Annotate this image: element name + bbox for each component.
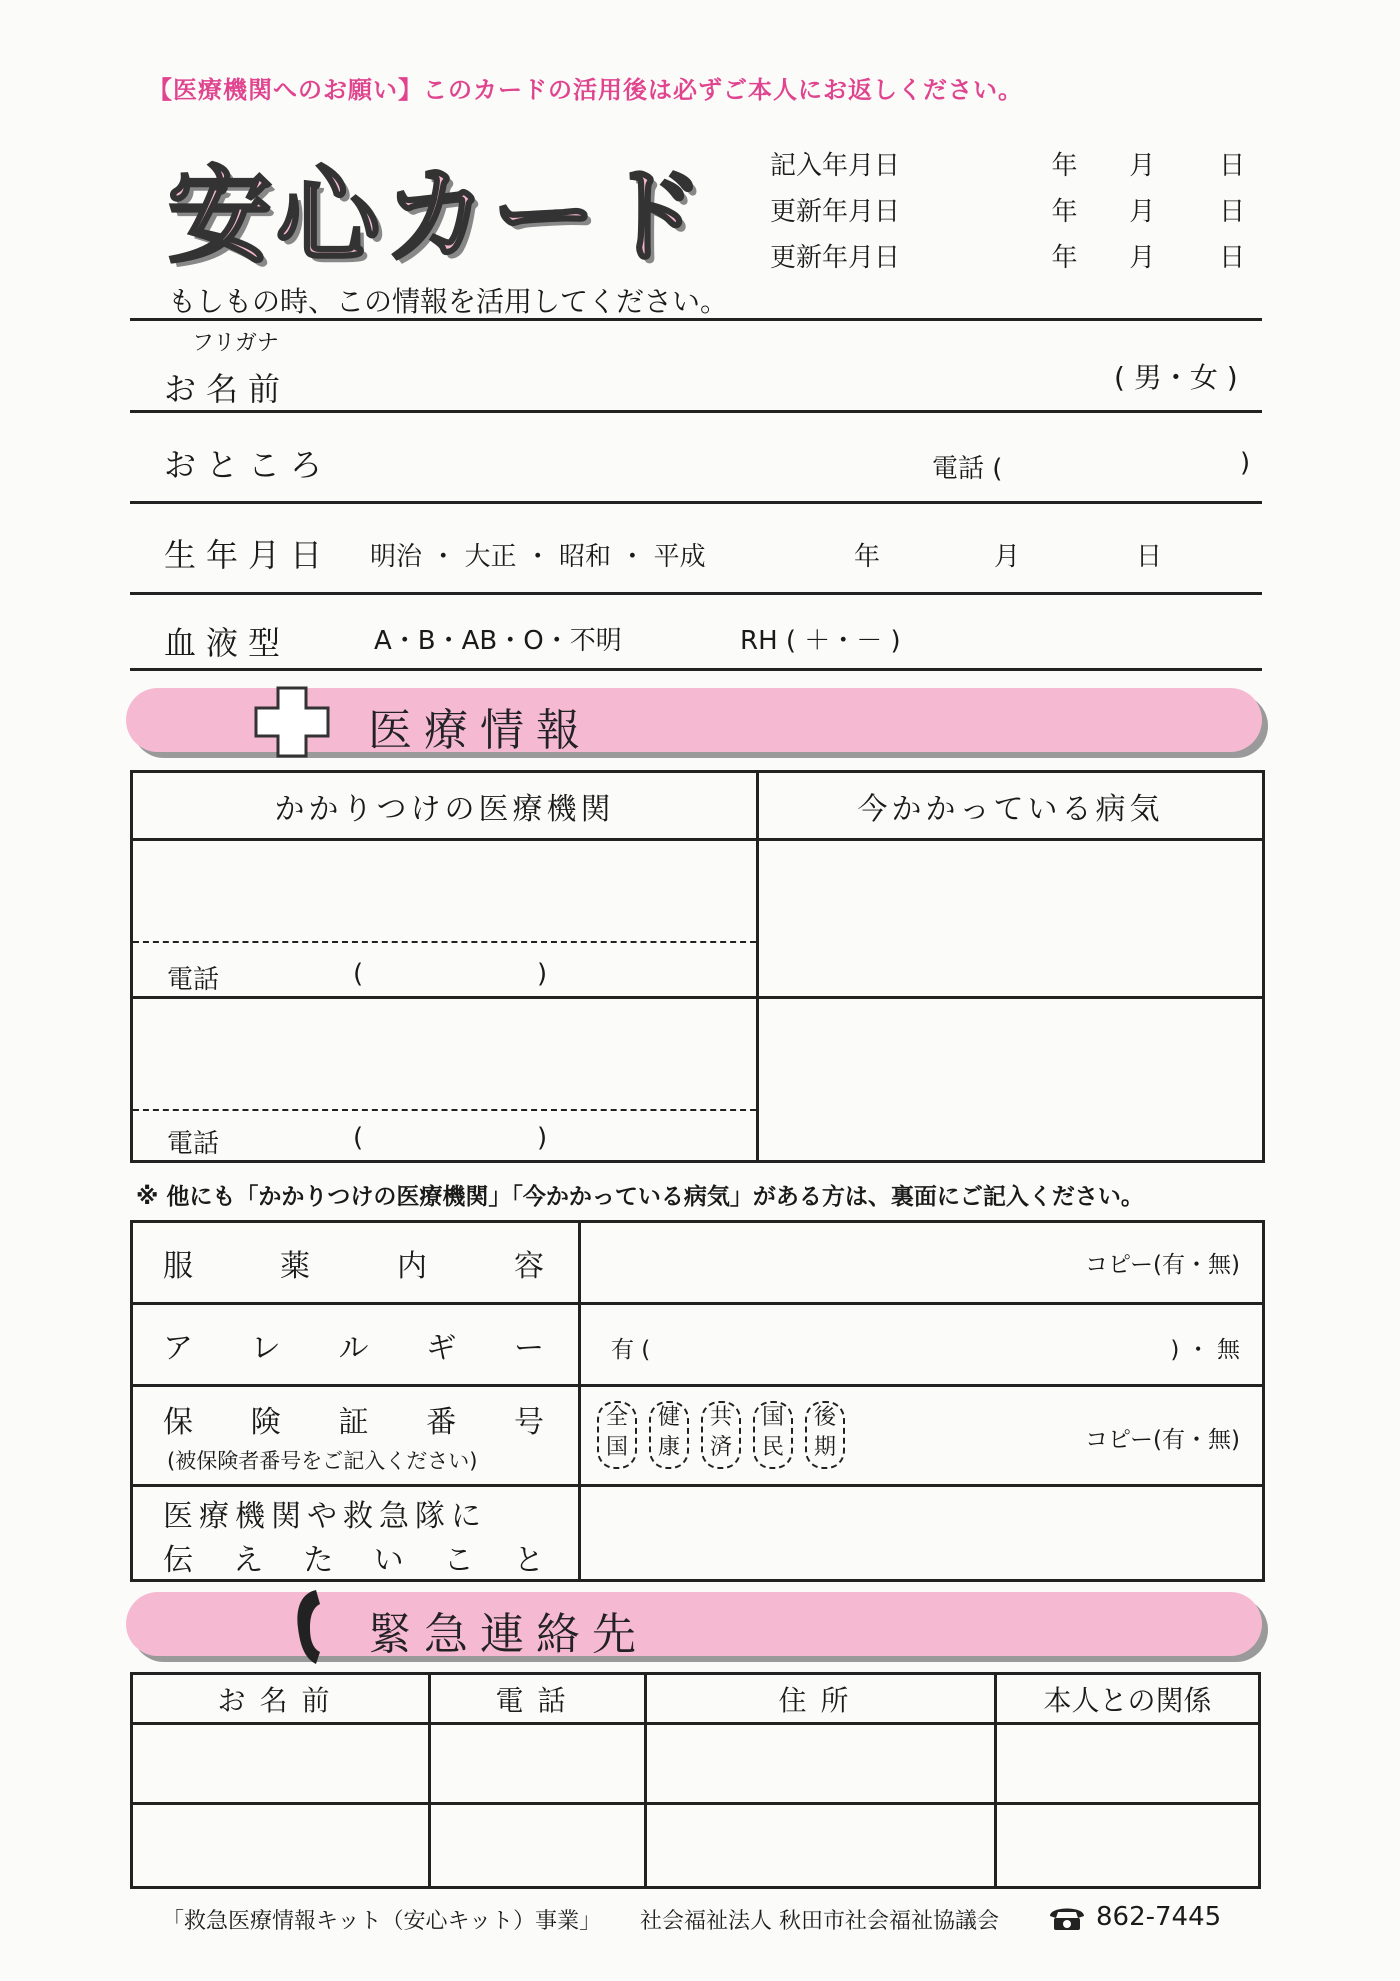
- illness-cell-1[interactable]: [758, 840, 1264, 998]
- medication-char: 内: [397, 1248, 427, 1284]
- clinic-phone-close: ): [537, 959, 548, 989]
- card-title: 安心カード: [168, 155, 709, 277]
- insurance-type-char: 国: [761, 1405, 784, 1430]
- contact-2-phone[interactable]: [430, 1804, 646, 1888]
- birth-month-unit: 月: [994, 542, 1021, 572]
- contact-1-phone[interactable]: [430, 1724, 646, 1804]
- insurance-type-char: 済: [709, 1435, 732, 1460]
- era-select[interactable]: 明治 ・ 大正 ・ 昭和 ・ 平成: [370, 542, 706, 572]
- date-row-entry[interactable]: [770, 140, 1262, 186]
- divider: [130, 410, 1262, 413]
- col-header-illness-text: 今かかっている病気: [857, 791, 1164, 827]
- insurance-type-char: 国: [605, 1435, 628, 1460]
- divider: [130, 501, 1262, 504]
- emergency-contact-title: 緊急連絡先: [368, 1609, 648, 1660]
- insurance-type-char: 民: [761, 1435, 784, 1460]
- birthdate-label: 生年月日: [164, 536, 333, 574]
- blood-type-label: 血液型: [164, 624, 291, 662]
- rh-select[interactable]: RH ( ＋・－ ): [740, 626, 901, 656]
- day-unit: 日: [1219, 242, 1246, 273]
- date-row-update-2[interactable]: [770, 232, 1262, 278]
- blood-type-select[interactable]: A・B・AB・O・不明: [374, 626, 622, 656]
- allergy-char: ル: [338, 1330, 369, 1366]
- clinic-phone-label: 電話: [167, 965, 220, 995]
- medication-char: 容: [514, 1248, 544, 1284]
- header-name: お名前: [132, 1674, 430, 1724]
- furigana-label: フリガナ: [192, 331, 279, 356]
- clinic-phone-label: 電話: [167, 1129, 220, 1159]
- date-row-update-1[interactable]: [770, 186, 1262, 232]
- details-table: [130, 1220, 1265, 1582]
- message-label-cell: [132, 1486, 580, 1581]
- date-label: 更新年月日: [770, 242, 901, 273]
- address-phone-close: ): [1240, 448, 1251, 478]
- clinic-phone-close: ): [537, 1123, 548, 1153]
- allergy-field[interactable]: [580, 1304, 1264, 1386]
- medical-info-title: 医療情報: [368, 705, 592, 756]
- insurance-type-kokumin[interactable]: [753, 1401, 793, 1469]
- header-phone: 電話: [430, 1674, 646, 1724]
- back-side-note: ※ 他にも「かかりつけの医療機関」「今かかっている病気」がある方は、裏面にご記入ください。: [136, 1184, 1144, 1210]
- medication-field[interactable]: [580, 1222, 1264, 1304]
- phone-handset-icon: [290, 1584, 324, 1670]
- col-header-illness: [758, 772, 1264, 840]
- address-label: おところ: [164, 446, 333, 484]
- insurance-char: 番: [426, 1405, 457, 1440]
- birth-day-unit: 日: [1136, 542, 1163, 572]
- request-note: 【医療機関へのお願い】このカードの活用後は必ずご本人にお返しください。: [148, 76, 1023, 104]
- clinic-phone-open: (: [353, 959, 364, 989]
- insurance-type-char: 康: [657, 1435, 680, 1460]
- allergy-no-option[interactable]: ) ・ 無: [1170, 1337, 1240, 1363]
- insurance-type-char: 健: [657, 1405, 680, 1430]
- contact-2-address[interactable]: [646, 1804, 996, 1888]
- insurance-char: 号: [514, 1405, 544, 1440]
- name-field[interactable]: [340, 350, 1100, 410]
- insurance-type-char: 期: [813, 1435, 836, 1460]
- contact-2-name[interactable]: [132, 1804, 430, 1888]
- insurance-type-kyosai[interactable]: [701, 1401, 741, 1469]
- date-block: [770, 140, 1262, 278]
- address-field[interactable]: [340, 430, 900, 490]
- insurance-char: 証: [338, 1405, 369, 1440]
- insurance-label: [163, 1397, 544, 1441]
- insurance-char: 険: [250, 1405, 281, 1440]
- year-unit: 年: [1051, 242, 1078, 273]
- month-unit: 月: [1129, 242, 1156, 273]
- date-label: 記入年月日: [770, 150, 901, 181]
- month-unit: 月: [1129, 150, 1156, 181]
- message-char: た: [303, 1543, 334, 1578]
- day-unit: 日: [1219, 150, 1246, 181]
- illness-cell-2[interactable]: [758, 998, 1264, 1162]
- divider: [130, 318, 1262, 321]
- allergy-label: [163, 1323, 544, 1367]
- card-subtitle: もしもの時、この情報を活用してください。: [168, 285, 729, 318]
- insurance-field[interactable]: [580, 1386, 1264, 1486]
- month-unit: 月: [1129, 196, 1156, 227]
- medication-char: 薬: [280, 1248, 310, 1284]
- contact-1-relation[interactable]: [996, 1724, 1260, 1804]
- message-char: こ: [443, 1543, 474, 1578]
- year-unit: 年: [1051, 150, 1078, 181]
- message-label-line2: [163, 1535, 544, 1579]
- insurance-copy-select[interactable]: コピー(有・無): [1084, 1427, 1240, 1453]
- day-unit: 日: [1219, 196, 1246, 227]
- contact-1-address[interactable]: [646, 1724, 996, 1804]
- divider: [130, 592, 1262, 595]
- allergy-char: ア: [163, 1330, 193, 1366]
- footer-organization: 社会福祉法人 秋田市社会福祉協議会: [640, 1909, 999, 1934]
- footer-telephone: 862-7445: [1096, 1902, 1222, 1932]
- dashed-divider: [133, 941, 756, 943]
- insurance-type-char: 後: [813, 1405, 836, 1430]
- medical-cross-icon: [252, 684, 332, 760]
- message-char: 伝: [163, 1543, 193, 1578]
- contact-2-relation[interactable]: [996, 1804, 1260, 1888]
- allergy-char: レ: [250, 1330, 281, 1366]
- insurance-type-char: 共: [709, 1405, 732, 1430]
- insurance-char: 保: [163, 1405, 193, 1440]
- allergy-yes-option[interactable]: 有 (: [611, 1337, 651, 1363]
- dashed-divider: [133, 1109, 756, 1111]
- clinic-cell-1[interactable]: [132, 840, 758, 998]
- col-header-clinic-text: かかりつけの医療機関: [274, 791, 615, 827]
- message-char: い: [373, 1543, 404, 1578]
- clinic-phone-open: (: [353, 1123, 364, 1153]
- gender-select[interactable]: ( 男・女 ): [1114, 361, 1238, 394]
- medication-char: 服: [163, 1248, 193, 1284]
- allergy-char: ギ: [426, 1330, 457, 1366]
- message-field[interactable]: [580, 1486, 1264, 1581]
- insurance-type-koki[interactable]: [805, 1401, 845, 1469]
- divider: [130, 668, 1262, 671]
- header-address: 住所: [646, 1674, 996, 1724]
- footer-program: 「救急医療情報キット（安心キット）事業」: [162, 1909, 602, 1934]
- medical-table: [130, 770, 1265, 1163]
- telephone-icon: [1048, 1904, 1086, 1932]
- header-relation: 本人との関係: [996, 1674, 1260, 1724]
- address-phone-field[interactable]: [1016, 440, 1236, 490]
- name-label: お名前: [164, 370, 291, 408]
- medication-copy-select[interactable]: コピー(有・無): [1084, 1252, 1240, 1278]
- message-label-line1: 医療機関や救急隊に: [163, 1499, 487, 1534]
- col-header-clinic: [132, 772, 758, 840]
- insurance-type-char: 全: [605, 1405, 628, 1430]
- date-label: 更新年月日: [770, 196, 901, 227]
- insurance-label-cell: [132, 1386, 580, 1486]
- clinic-cell-2[interactable]: [132, 998, 758, 1162]
- allergy-char: ー: [514, 1330, 544, 1366]
- insurance-sublabel: (被保険者番号をご記入ください): [167, 1449, 478, 1473]
- allergy-label-cell: [132, 1304, 580, 1386]
- message-char: と: [513, 1543, 544, 1578]
- address-phone-label: 電話 (: [932, 454, 1003, 484]
- medication-label: [163, 1241, 544, 1285]
- message-char: え: [233, 1543, 264, 1578]
- insurance-type-kenko[interactable]: [649, 1401, 689, 1469]
- insurance-type-national[interactable]: [597, 1401, 637, 1469]
- year-unit: 年: [1051, 196, 1078, 227]
- medication-label-cell: [132, 1222, 580, 1304]
- emergency-table: [130, 1672, 1261, 1889]
- birth-year-unit: 年: [854, 542, 881, 572]
- contact-1-name[interactable]: [132, 1724, 430, 1804]
